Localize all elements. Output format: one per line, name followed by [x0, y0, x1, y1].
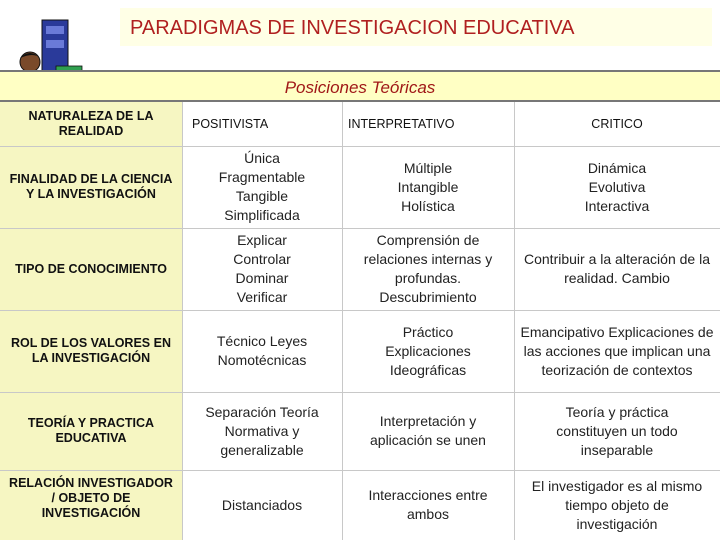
table-cell: Separación Teoría Normativa y generalizable	[182, 392, 342, 470]
posiciones-band	[0, 70, 720, 102]
row-label-relacion: RELACIÓN INVESTIGADOR / OBJETO DE INVESTIGACIÓN	[0, 470, 182, 540]
column-header-positivista: POSITIVISTA	[182, 102, 342, 146]
table-cell: Única Fragmentable Tangible Simplificada	[182, 146, 342, 228]
column-divider	[342, 102, 343, 540]
row-divider	[0, 392, 720, 393]
table-cell: Múltiple Intangible Holística	[342, 146, 514, 228]
table-cell: Interpretación y aplicación se unen	[342, 392, 514, 470]
table-cell: Dinámica Evolutiva Interactiva	[514, 146, 720, 228]
row-label-finalidad: FINALIDAD DE LA CIENCIA Y LA INVESTIGACIÓN	[0, 146, 182, 228]
row-label-teoria: TEORÍA Y PRACTICA EDUCATIVA	[0, 392, 182, 470]
table-cell: Distanciados	[182, 470, 342, 540]
table-cell: El investigador es al mismo tiempo objeto de investigación	[514, 470, 720, 540]
table-cell: Práctico Explicaciones Ideográficas	[342, 310, 514, 392]
table-cell: Contribuir a la alteración de la realidad. Cambio	[514, 228, 720, 310]
section-heading: Posiciones Teóricas	[284, 78, 436, 97]
row-divider	[0, 146, 720, 147]
table-cell: Técnico Leyes Nomotécnicas	[182, 310, 342, 392]
table-cell: Interacciones entre ambos	[342, 470, 514, 540]
row-divider	[0, 228, 720, 229]
row-divider	[0, 310, 720, 311]
row-label-rol: ROL DE LOS VALORES EN LA INVESTIGACIÓN	[0, 310, 182, 392]
column-header-interpretativo: INTERPRETATIVO	[342, 102, 514, 146]
column-divider	[514, 102, 515, 540]
paradigm-table	[0, 102, 720, 540]
title-banner	[120, 8, 712, 46]
column-header-critico: CRITICO	[514, 102, 720, 146]
table-cell: Explicar Controlar Dominar Verificar	[182, 228, 342, 310]
row-label-tipo: TIPO DE CONOCIMIENTO	[0, 228, 182, 310]
row-label-naturaleza: NATURALEZA DE LA REALIDAD	[0, 102, 182, 146]
table-cell: Comprensión de relaciones internas y profundas. Descubrimiento	[342, 228, 514, 310]
page-title: PARADIGMAS DE INVESTIGACION EDUCATIVA	[130, 17, 575, 39]
table-cell: Teoría y práctica constituyen un todo inseparable	[514, 392, 720, 470]
row-divider	[0, 470, 720, 471]
column-divider	[182, 102, 183, 540]
table-cell: Emancipativo Explicaciones de las acciones que implican una teorización de contextos	[514, 310, 720, 392]
